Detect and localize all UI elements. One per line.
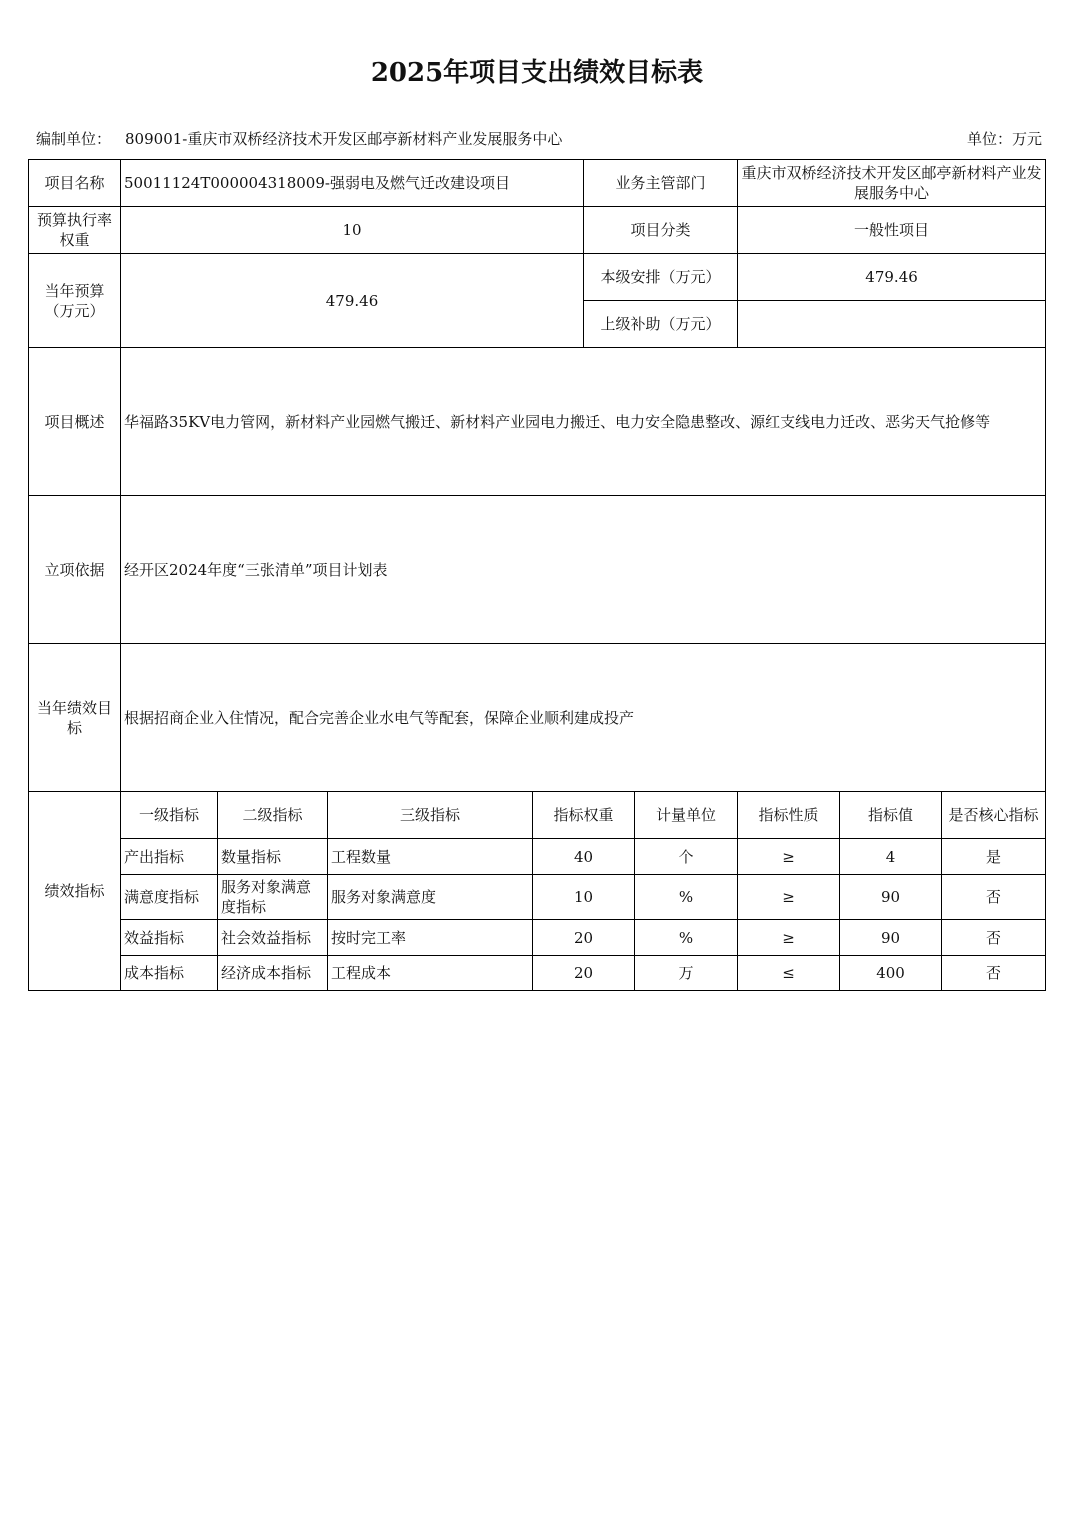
indicator-header: 指标性质 <box>738 792 840 839</box>
level1-cell: 效益指标 <box>121 920 218 956</box>
value-cell: 4 <box>840 839 942 875</box>
dept-value: 重庆市双桥经济技术开发区邮亭新材料产业发展服务中心 <box>738 160 1046 207</box>
weight-cell: 20 <box>533 920 635 956</box>
unit-cell: 万 <box>635 956 738 991</box>
table-row <box>29 920 1046 956</box>
unit-cell: % <box>635 920 738 956</box>
project-name-label: 项目名称 <box>29 160 121 207</box>
weight-cell: 20 <box>533 956 635 991</box>
level2-cell: 经济成本指标 <box>218 956 328 991</box>
indicators-section-label: 绩效指标 <box>29 792 121 991</box>
dept-label: 业务主管部门 <box>584 160 738 207</box>
performance-table <box>28 159 1046 991</box>
indicator-header: 二级指标 <box>218 792 328 839</box>
nature-cell: ≥ <box>738 839 840 875</box>
level1-cell: 产出指标 <box>121 839 218 875</box>
weight-cell: 40 <box>533 839 635 875</box>
level3-cell: 工程数量 <box>328 839 533 875</box>
table-row <box>29 839 1046 875</box>
project-name-value: 50011124T000004318009-强弱电及燃气迁改建设项目 <box>121 160 584 207</box>
value-cell: 90 <box>840 920 942 956</box>
indicator-header: 是否核心指标 <box>942 792 1046 839</box>
nature-cell: ≤ <box>738 956 840 991</box>
level1-cell: 成本指标 <box>121 956 218 991</box>
table-row <box>29 956 1046 991</box>
unit-label: 单位：万元 <box>966 130 1042 148</box>
org-label: 编制单位： <box>36 130 112 148</box>
unit-cell: 个 <box>635 839 738 875</box>
level3-cell: 服务对象满意度 <box>328 875 533 920</box>
basis-value: 经开区2024年度“三张清单”项目计划表 <box>121 496 1046 644</box>
core-cell: 否 <box>942 956 1046 991</box>
indicator-header: 指标权重 <box>533 792 635 839</box>
org-line <box>36 128 562 149</box>
level2-cell: 服务对象满意度指标 <box>218 875 328 920</box>
upper-subsidy-label: 上级补助（万元） <box>584 301 738 348</box>
nature-cell: ≥ <box>738 875 840 920</box>
page-title: 2025年项目支出绩效目标表 <box>370 58 704 88</box>
category-value: 一般性项目 <box>738 207 1046 254</box>
category-label: 项目分类 <box>584 207 738 254</box>
org-value: 809001-重庆市双桥经济技术开发区邮亭新材料产业发展服务中心 <box>125 130 563 148</box>
level1-cell: 满意度指标 <box>121 875 218 920</box>
table-row <box>29 875 1046 920</box>
value-cell: 90 <box>840 875 942 920</box>
core-cell: 否 <box>942 920 1046 956</box>
goal-label: 当年绩效目标 <box>29 644 121 792</box>
indicator-header: 指标值 <box>840 792 942 839</box>
budget-label: 当年预算（万元） <box>29 254 121 348</box>
nature-cell: ≥ <box>738 920 840 956</box>
local-budget-value: 479.46 <box>738 254 1046 301</box>
unit-cell: % <box>635 875 738 920</box>
level3-cell: 工程成本 <box>328 956 533 991</box>
level3-cell: 按时完工率 <box>328 920 533 956</box>
level2-cell: 数量指标 <box>218 839 328 875</box>
rate-weight-value: 10 <box>121 207 584 254</box>
indicator-header: 三级指标 <box>328 792 533 839</box>
rate-weight-label: 预算执行率权重 <box>29 207 121 254</box>
overview-value: 华福路35KV电力管网，新材料产业园燃气搬迁、新材料产业园电力搬迁、电力安全隐患整改、源红支线电力迁改、恶劣天气抢修等 <box>121 348 1046 496</box>
core-cell: 是 <box>942 839 1046 875</box>
weight-cell: 10 <box>533 875 635 920</box>
upper-subsidy-value <box>738 301 1046 348</box>
core-cell: 否 <box>942 875 1046 920</box>
value-cell: 400 <box>840 956 942 991</box>
indicator-header: 计量单位 <box>635 792 738 839</box>
goal-value: 根据招商企业入住情况，配合完善企业水电气等配套，保障企业顺利建成投产 <box>121 644 1046 792</box>
basis-label: 立项依据 <box>29 496 121 644</box>
indicator-header: 一级指标 <box>121 792 218 839</box>
overview-label: 项目概述 <box>29 348 121 496</box>
local-budget-label: 本级安排（万元） <box>584 254 738 301</box>
budget-value: 479.46 <box>121 254 584 348</box>
level2-cell: 社会效益指标 <box>218 920 328 956</box>
